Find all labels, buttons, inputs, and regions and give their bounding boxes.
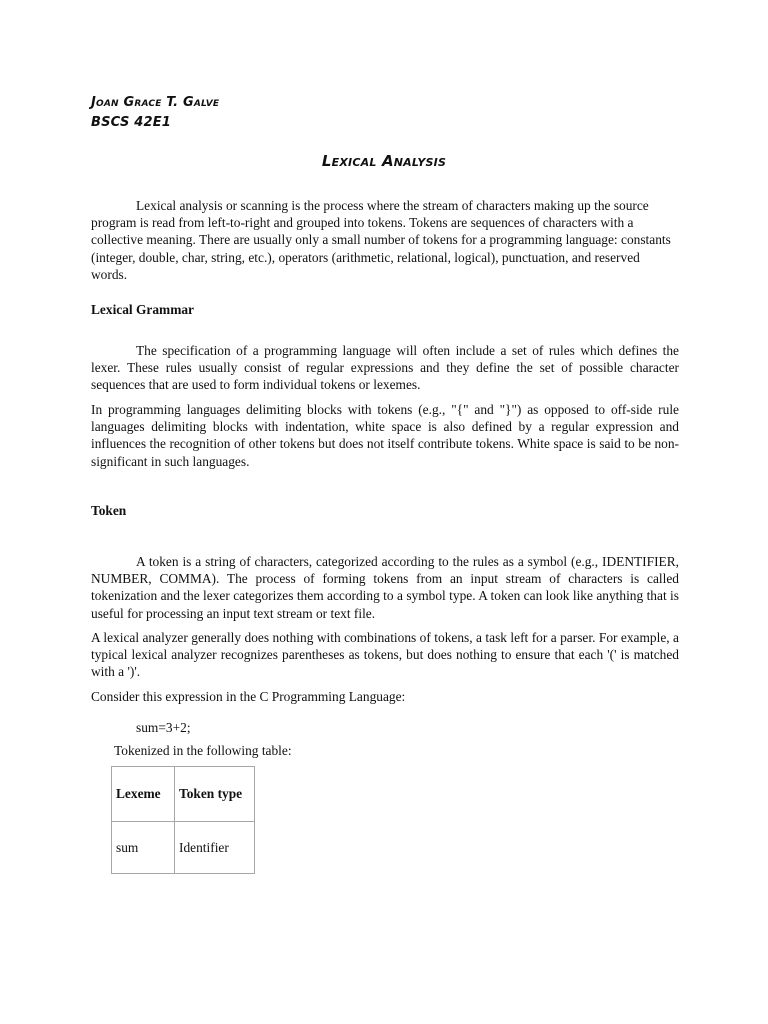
token-paragraph-3: Consider this expression in the C Programming Language: xyxy=(91,689,406,704)
table-caption: Tokenized in the following table: xyxy=(114,743,292,758)
token-paragraph-1: A token is a string of characters, categorized according to the rules as a symbol (e.g., IDENTIFIER, NUMBER, COMMA). The process of forming tokens from an input stream of characters is called tokenization and the lexer categorizes them according to a symbol type. A token can look like anything that is useful for processing an input text stream or text file. xyxy=(91,554,679,621)
table-cell-token-type: Identifier xyxy=(175,822,255,874)
table-header-lexeme: Lexeme xyxy=(112,767,175,822)
token-paragraph-2: A lexical analyzer generally does nothing with combinations of tokens, a task left for a parser. For example, a typical lexical analyzer recognizes parentheses as tokens, but does nothing to ensure that each '(' is matched with a ')'. xyxy=(91,630,679,680)
table-header-token-type: Token type xyxy=(175,767,255,822)
table-row xyxy=(112,822,255,874)
token-heading: Token xyxy=(91,503,127,518)
table-header-row xyxy=(112,767,255,822)
intro-paragraph: Lexical analysis or scanning is the process where the stream of characters making up the source program is read from left-to-right and grouped into tokens. Tokens are sequences of characters with a collective meaning. There are usually only a small number of tokens for a programming language: constants (integer, double, char, string, etc.), operators (arithmetic, relational, logical), punctuation, and reserved words. xyxy=(91,198,671,282)
token-table xyxy=(111,766,255,874)
lexical-grammar-paragraph-2: In programming languages delimiting blocks with tokens (e.g., "{" and "}") as opposed to off-side rule languages delimiting blocks with indentation, white space is also defined by a regular expression and influences the recognition of other tokens but does not itself contribute tokens. White space is said to be non-significant in such languages. xyxy=(91,402,679,469)
author-block xyxy=(91,93,219,133)
author-section: BSCS 42E1 xyxy=(91,115,172,130)
document-title: Lexical Analysis xyxy=(321,152,447,170)
author-name: Joan Grace T. Galve xyxy=(91,95,220,110)
lexical-grammar-paragraph-1: The specification of a programming language will often include a set of rules which defines the lexer. These rules usually consist of regular expressions and they define the set of possible character sequences that are used to form individual tokens or lexemes. xyxy=(91,343,679,393)
table-cell-lexeme: sum xyxy=(112,822,175,874)
lexical-grammar-heading: Lexical Grammar xyxy=(91,302,194,317)
code-example: sum=3+2; xyxy=(136,720,191,735)
